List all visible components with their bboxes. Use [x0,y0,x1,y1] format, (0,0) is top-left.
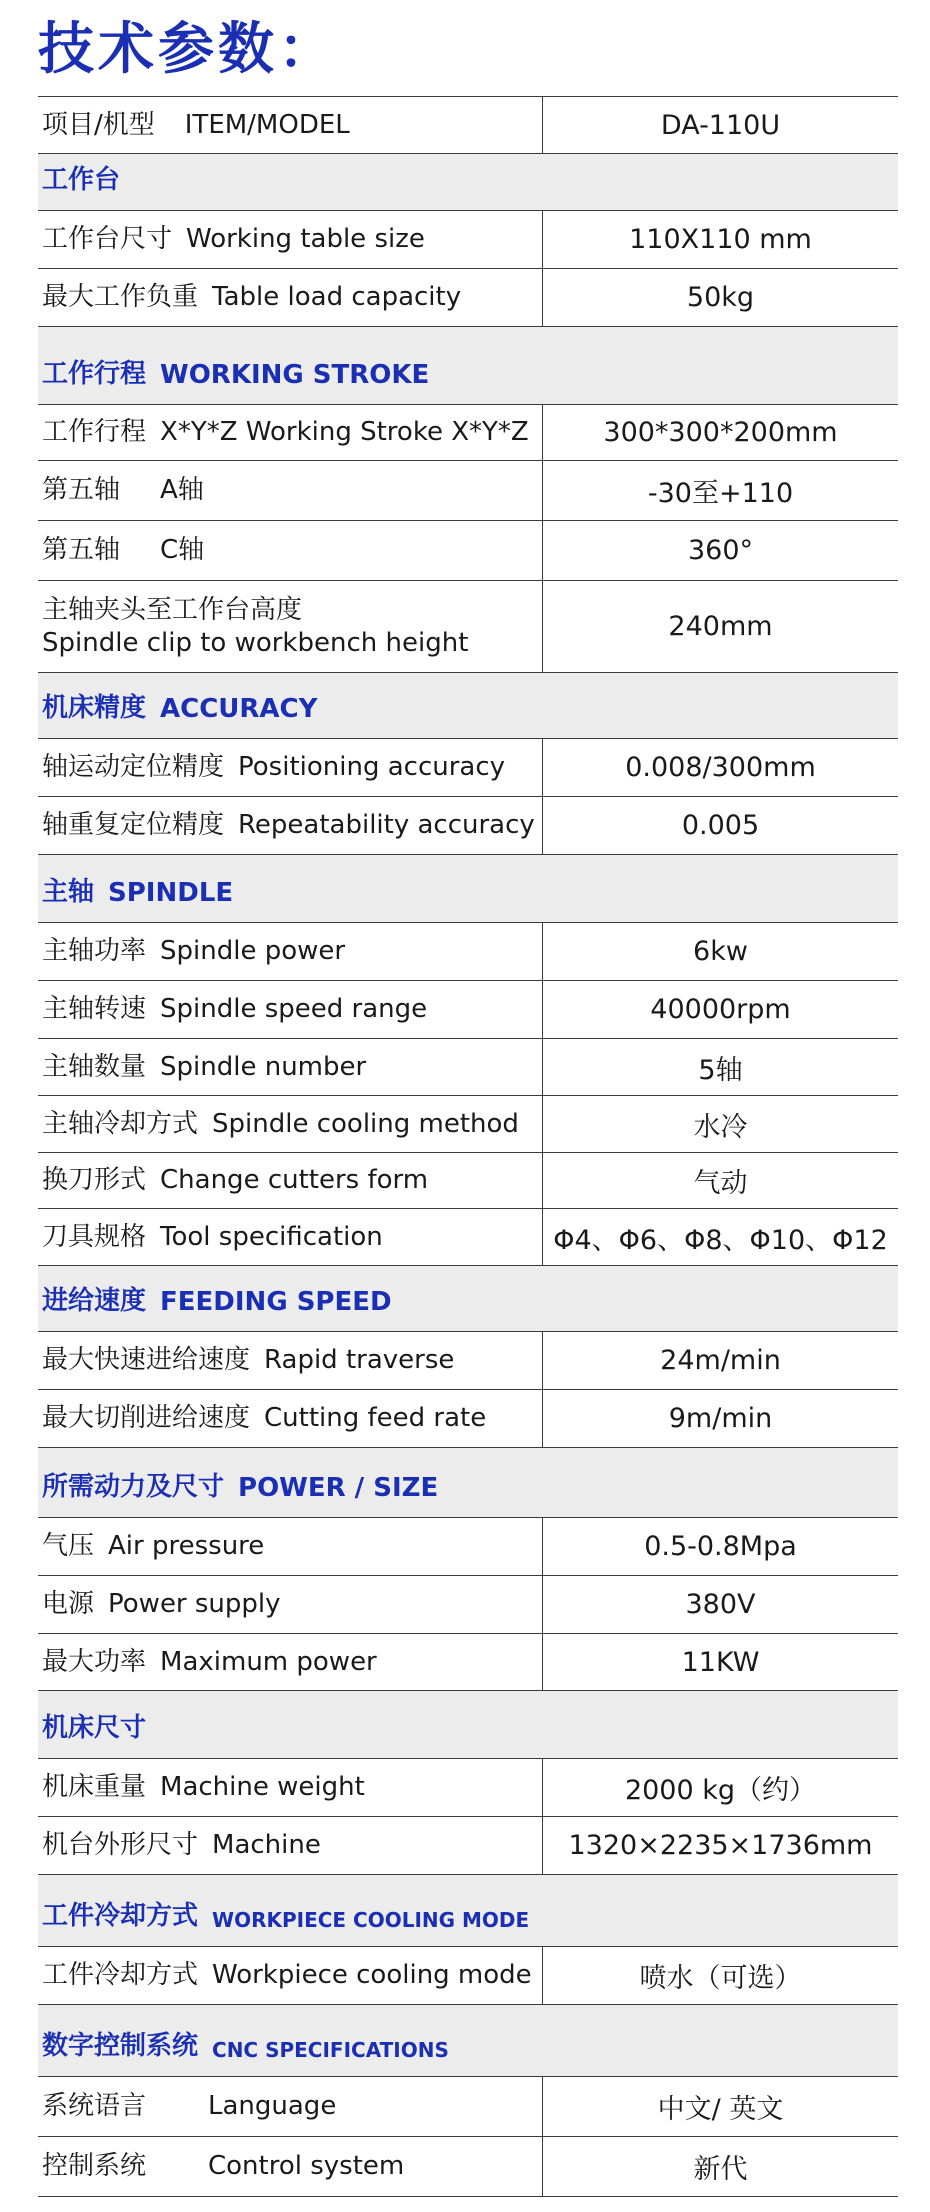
row-label-zh: 主轴数量 [42,1051,147,1082]
spec-table [38,96,898,2197]
table-row [38,1153,898,1209]
section-title-zh: 工作台 [42,165,121,195]
table-row [38,211,898,269]
table-row [38,797,898,855]
row-value: 360° [687,535,754,566]
section-header-machine-size [38,1691,898,1759]
section-title-zh: 主轴 [42,877,95,907]
row-label-en: Repeatability accuracy [238,810,535,841]
table-row [38,1390,898,1448]
row-label-zh: 最大快速进给速度 [42,1345,251,1376]
row-value: 0.008/300mm [625,752,816,783]
row-label [38,211,543,268]
row-value: 5轴 [698,1054,743,1086]
row-label [38,1947,543,2004]
header-value: DA-110U [660,109,781,141]
row-label-zh: 工作台尺寸 [42,224,173,255]
row-label-zh: 换刀形式 [42,1165,147,1196]
row-label-zh: 最大切削进给速度 [42,1403,251,1434]
section-title-en: WORKPIECE COOLING MODE [212,1908,530,1932]
row-value: Φ4、Φ6、Φ8、Φ10、Φ12 [553,1224,888,1256]
row-label-en: Workpiece cooling mode [212,1960,532,1991]
row-label-en: Maximum power [160,1646,377,1677]
row-label [38,1039,543,1095]
table-row [38,1817,898,1875]
row-label [38,1153,543,1208]
row-value: 9m/min [668,1403,773,1434]
table-row [38,1947,898,2005]
row-label-en: Language [208,2091,337,2122]
row-label-en: A轴 [160,475,204,506]
section-title-zh: 机床尺寸 [42,1713,147,1743]
row-label [38,2077,543,2136]
section-title-en: FEEDING SPEED [160,1287,392,1317]
section-title-en: SPINDLE [108,878,234,908]
row-label-en: Tool specification [160,1221,383,1252]
row-label-en: Rapid traverse [264,1345,455,1376]
section-header-cnc [38,2005,898,2077]
row-value: 300*300*200mm [603,417,838,448]
row-label-zh: 第五轴 [42,475,121,506]
row-value: 11KW [681,1646,760,1678]
row-label-zh: 机床重量 [42,1772,147,1803]
section-title-en: CNC SPECIFICATIONS [212,2038,449,2062]
row-label-en: X*Y*Z Working Stroke X*Y*Z [160,417,529,448]
row-label [38,461,543,520]
row-label-zh: 系统语言 [42,2091,147,2122]
row-value: 新代 [693,2154,748,2185]
row-label-en: Machine weight [160,1772,365,1803]
row-label-zh: 主轴功率 [42,936,147,967]
row-label-en: Working table size [186,224,425,255]
row-label-zh: 最大工作负重 [42,282,199,313]
row-label-zh: 机台外形尺寸 [42,1830,199,1861]
row-label [38,269,543,326]
row-label [38,923,543,980]
section-header-spindle [38,855,898,923]
row-value: 240mm [668,611,773,642]
row-value: 40000rpm [650,994,791,1025]
row-label-en: Spindle cooling method [212,1108,519,1139]
row-label-zh: 工件冷却方式 [42,1960,199,1991]
table-row [38,461,898,521]
section-header-stroke [38,327,898,405]
table-row [38,923,898,981]
row-label-zh: 主轴冷却方式 [42,1108,199,1139]
row-label-zh: 主轴转速 [42,994,147,1025]
section-title-zh: 工作行程 [42,359,147,389]
row-label [38,1576,543,1633]
section-header-cooling [38,1875,898,1947]
row-label [38,1817,543,1874]
row-label [38,1096,543,1152]
row-label-en: Positioning accuracy [238,752,506,783]
row-label-en: Cutting feed rate [264,1403,487,1434]
table-row [38,1209,898,1266]
row-label-zh: 气压 [42,1531,95,1562]
row-label-zh: 刀具规格 [42,1221,147,1252]
row-label-en: Spindle speed range [160,994,428,1025]
section-header-power [38,1448,898,1518]
row-value: 110X110 mm [629,224,812,255]
table-row [38,2137,898,2197]
page-title: 技术参数： [38,17,338,82]
table-row [38,981,898,1039]
row-label-en: Spindle clip to workbench height [42,627,469,658]
table-row [38,1759,898,1817]
row-label-zh: 最大功率 [42,1646,147,1677]
row-label [38,2137,543,2196]
row-label [38,1759,543,1816]
row-value: 24m/min [660,1345,781,1376]
row-label-zh: 轴重复定位精度 [42,810,225,841]
section-title-zh: 所需动力及尺寸 [42,1472,225,1502]
section-header-worktable [38,154,898,211]
table-row [38,1518,898,1576]
section-title-en: ACCURACY [160,694,318,724]
row-label [38,581,543,672]
row-value: 380V [685,1589,756,1620]
table-row [38,1096,898,1153]
row-value: 0.005 [681,810,760,841]
row-value: 50kg [686,282,755,313]
section-header-feeding [38,1266,898,1332]
header-label-zh: 项目/机型 [42,109,155,140]
section-title-zh: 机床精度 [42,693,147,723]
row-label [38,1332,543,1389]
row-label-zh: 第五轴 [42,535,121,566]
table-row [38,521,898,581]
row-label-en: Spindle number [160,1051,367,1082]
row-label-zh: 工作行程 [42,417,147,448]
section-title-zh: 工件冷却方式 [42,1901,199,1931]
section-title-en: POWER / SIZE [238,1473,439,1503]
row-value: -30至+110 [647,478,794,509]
table-row [38,269,898,327]
row-label [38,797,543,854]
section-title-zh: 进给速度 [42,1286,147,1316]
row-value: 6kw [693,936,748,967]
row-label [38,1390,543,1447]
row-label-en: Power supply [108,1589,281,1620]
row-value: 1320×2235×1736mm [568,1830,873,1861]
row-label-en: C轴 [160,535,205,566]
table-row [38,1576,898,1634]
row-label-en: Spindle power [160,936,346,967]
row-label-zh: 轴运动定位精度 [42,752,225,783]
section-title-zh: 数字控制系统 [42,2031,199,2061]
row-label [38,521,543,580]
header-label [38,97,543,153]
section-header-accuracy [38,673,898,739]
row-label [38,1634,543,1690]
row-value: 中文/ 英文 [657,2094,784,2125]
row-label-zh: 控制系统 [42,2151,147,2182]
row-label [38,405,543,460]
row-label-zh: 主轴夹头至工作台高度 [42,595,303,625]
row-label-en: Machine [212,1830,321,1861]
table-row [38,1634,898,1691]
row-value: 喷水（可选） [639,1963,802,1994]
row-label-en: Change cutters form [160,1165,429,1196]
table-row [38,1332,898,1390]
row-value: 2000 kg（约） [624,1775,817,1806]
row-value: 气动 [693,1168,748,1199]
row-label [38,739,543,796]
table-row [38,1039,898,1096]
table-row [38,739,898,797]
row-label-en: Control system [208,2151,405,2182]
row-label [38,981,543,1038]
row-value: 0.5-0.8Mpa [644,1531,797,1562]
header-label-en: ITEM/MODEL [184,109,350,140]
section-title-en: WORKING STROKE [160,360,430,390]
table-row [38,2077,898,2137]
row-label-zh: 电源 [42,1589,95,1620]
header-row [38,96,898,154]
row-label-en: Table load capacity [212,282,462,313]
row-label [38,1518,543,1575]
table-row [38,405,898,461]
row-label-en: Air pressure [108,1531,265,1562]
row-label [38,1209,543,1265]
table-row [38,581,898,673]
row-value: 水冷 [693,1111,748,1143]
